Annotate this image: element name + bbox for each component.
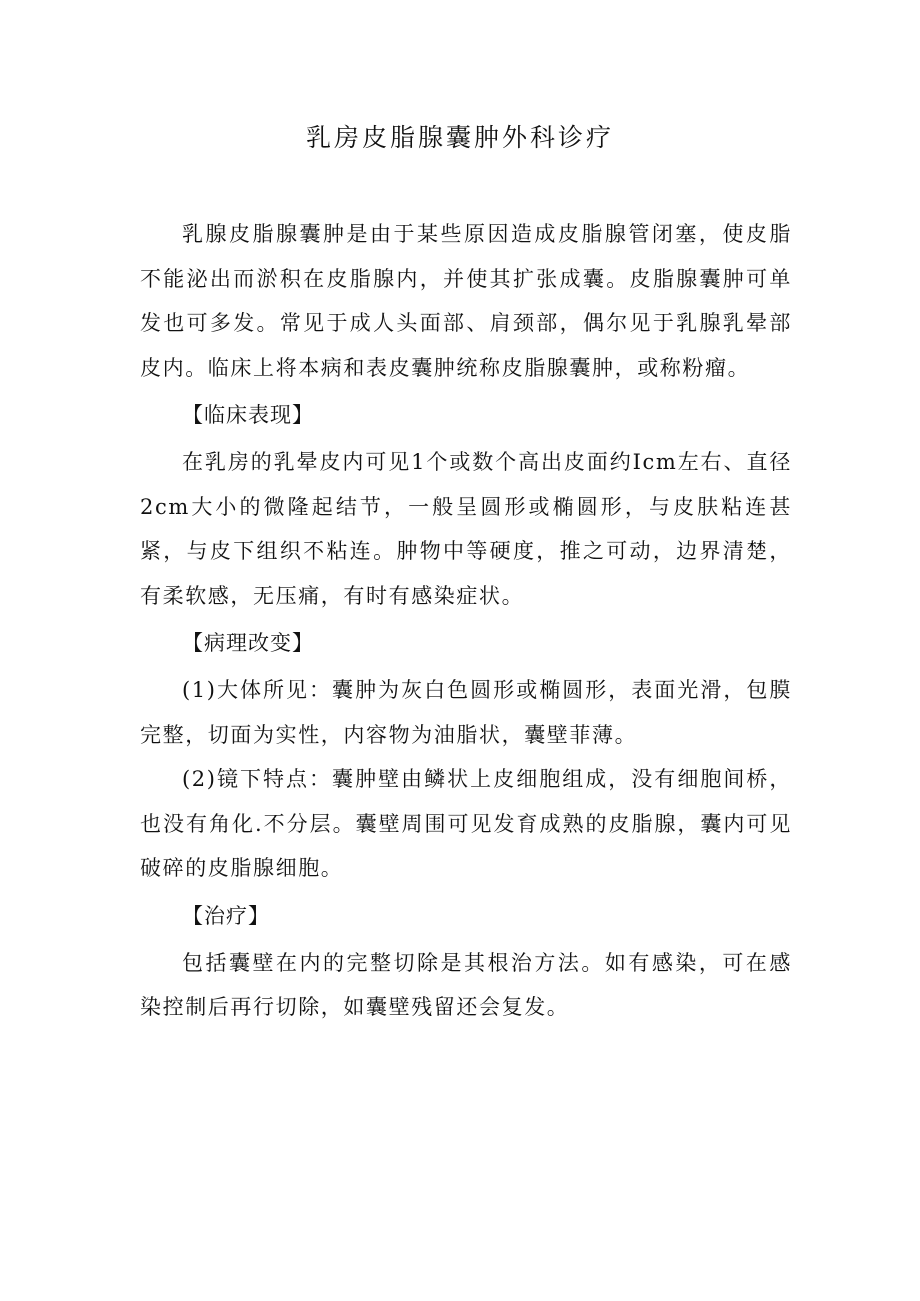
section-heading-treatment: 【治疗】 [182, 903, 270, 928]
page-title: 乳房皮脂腺囊肿外科诊疗 [305, 123, 614, 152]
clinical-paragraph: 在乳房的乳晕皮内可见1个或数个高出皮面约Icm左右、直径2cm大小的微隆起结节，一般呈圆形或椭圆形，与皮肤粘连甚紧，与皮下组织不粘连。肿物中等硬度，推之可动，边界清楚，有柔软感，无压痛，有时有感染症状。 [140, 450, 792, 608]
section-heading-clinical: 【临床表现】 [182, 403, 314, 427]
pathology-micro-paragraph: (2)镜下特点：囊肿壁由鳞状上皮细胞组成，没有细胞间桥，也没有角化.不分层。囊壁周围可见发育成熟的皮脂腺，囊内可见破碎的皮脂腺细胞。 [140, 767, 792, 880]
intro-paragraph: 乳腺皮脂腺囊肿是由于某些原因造成皮脂腺管闭塞，使皮脂不能泌出而淤积在皮脂腺内，并使其扩张成囊。皮脂腺囊肿可单发也可多发。常见于成人头面部、肩颈部，偶尔见于乳腺乳晕部皮内。临床上将本病和表皮囊肿统称皮脂腺囊肿，或称粉瘤。 [140, 222, 792, 380]
document-body [140, 212, 792, 1030]
section-heading-pathology: 【病理改变】 [182, 631, 314, 655]
treatment-paragraph: 包括囊壁在内的完整切除是其根治方法。如有感染，可在感染控制后再行切除，如囊壁残留还会复发。 [140, 950, 792, 1019]
pathology-gross-paragraph: (1)大体所见：囊肿为灰白色圆形或椭圆形，表面光滑，包膜完整，切面为实性，内容物为油脂状，囊壁菲薄。 [140, 678, 792, 747]
